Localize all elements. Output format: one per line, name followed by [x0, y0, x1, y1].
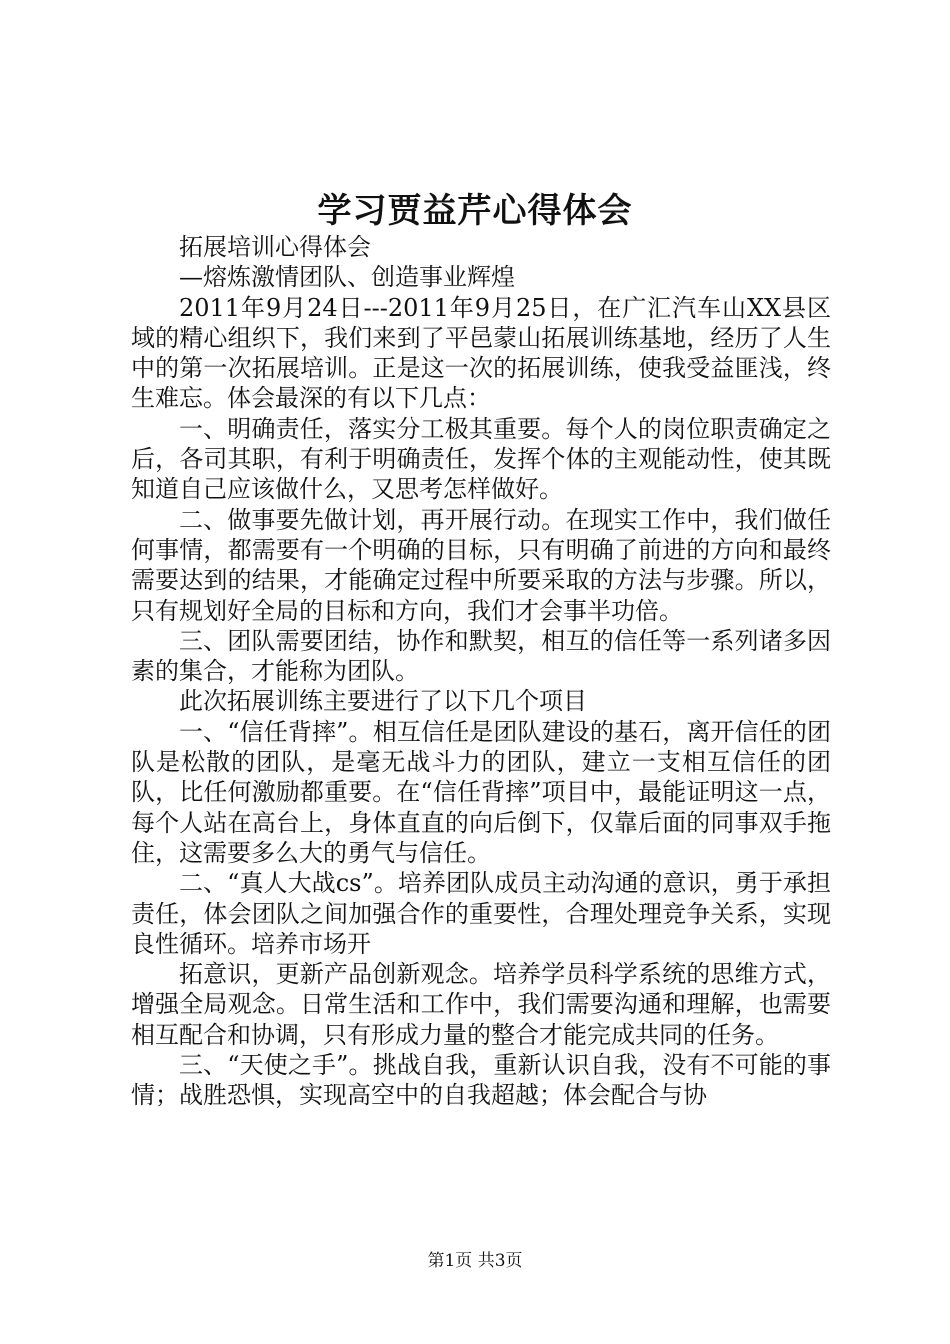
page-title: 学习贾益芹心得体会	[317, 191, 633, 231]
paragraph: 2011年9月24日---2011年9月25日，在广汇汽车山XX县区域的精心组织下，我们来到了平邑蒙山拓展训练基地，经历了人生中的第一次拓展培训。正是这一次的拓展训练，使我受益匪浅，终生难忘。体会最深的有以下几点：	[131, 293, 831, 413]
paragraph: 三、“天使之手”。挑战自我，重新认识自我，没有不可能的事情；战胜恐惧，实现高空中的自我超越；体会配合与协	[131, 1051, 831, 1110]
paragraph: 二、“真人大战cs”。培养团队成员主动沟通的意识，勇于承担责任，体会团队之间加强合作的重要性，合理处理竞争关系，实现良性循环。培养市场开	[131, 869, 831, 958]
document-body	[131, 232, 831, 1111]
paragraph: 拓展培训心得体会	[179, 233, 371, 261]
paragraph: 二、做事要先做计划，再开展行动。在现实工作中，我们做任何事情，都需要有一个明确的目标，只有明确了前进的方向和最终需要达到的结果，才能确定过程中所要采取的方法与步骤。所以，只有规划好全局的目标和方向，我们才会事半功倍。	[131, 505, 831, 625]
paragraph: 一、明确责任，落实分工极其重要。每个人的岗位职责确定之后，各司其职，有利于明确责任，发挥个体的主观能动性，使其既知道自己应该做什么，又思考怎样做好。	[131, 414, 831, 504]
paragraph: 拓意识，更新产品创新观念。培养学员科学系统的思维方式，增强全局观念。日常生活和工作中，我们需要沟通和理解，也需要相互配合和协调，只有形成力量的整合才能完成共同的任务。	[131, 960, 831, 1049]
paragraph: 此次拓展训练主要进行了以下几个项目	[179, 687, 587, 716]
paragraph: 三、团队需要团结，协作和默契，相互的信任等一系列诸多因素的集合，才能称为团队。	[131, 626, 831, 686]
page-footer: 第1页 共3页	[427, 1251, 523, 1271]
paragraph: 一、“信任背摔”。相互信任是团队建设的基石，离开信任的团队是松散的团队，是毫无战斗力的团队，建立一支相互信任的团队，比任何激励都重要。在“信任背摔”项目中，最能证明这一点，每个人站在高台上，身体直直的向后倒下，仅靠后面的同事双手拖住，这需要多么大的勇气与信任。	[131, 717, 831, 867]
paragraph: —熔炼激情团队、创造事业辉煌	[179, 263, 515, 292]
